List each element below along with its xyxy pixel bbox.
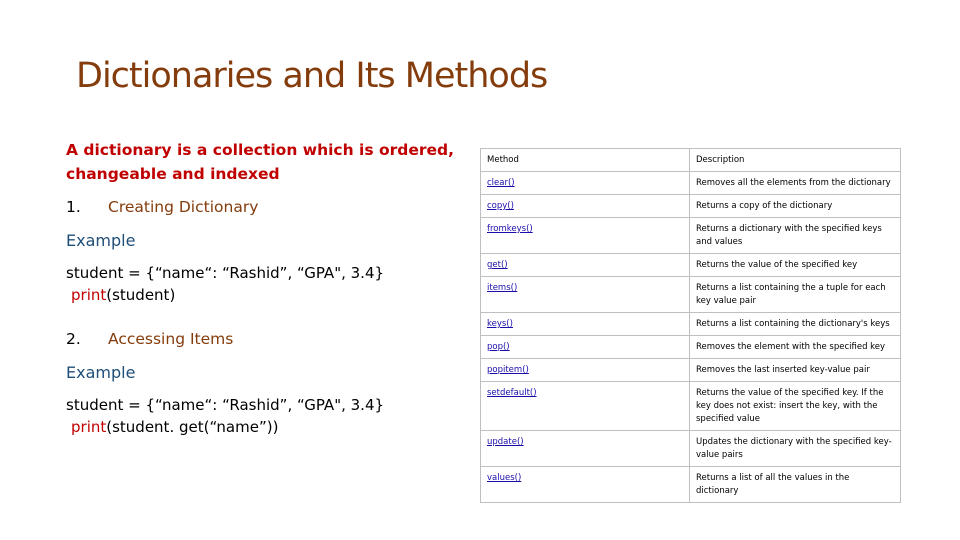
- method-link-popitem[interactable]: popitem(): [487, 365, 529, 375]
- table-row: [481, 382, 901, 431]
- method-description: Returns a list containing the dictionary's keys: [690, 313, 901, 336]
- method-link-copy[interactable]: copy(): [487, 201, 514, 211]
- code-line: student = {“name“: “Rashid”, “GPA", 3.4}: [66, 264, 385, 282]
- code-line: [66, 284, 384, 306]
- table-row: [481, 218, 901, 254]
- table-header-row: [481, 149, 901, 172]
- table-row: [481, 431, 901, 467]
- section-heading-text: Accessing Items: [108, 330, 234, 348]
- method-link-clear[interactable]: clear(): [487, 178, 515, 188]
- column-header-description: Description: [690, 149, 901, 172]
- method-link-fromkeys[interactable]: fromkeys(): [487, 224, 533, 234]
- method-description: Returns a dictionary with the specified keys and values: [690, 218, 901, 254]
- method-description: Returns a copy of the dictionary: [690, 195, 901, 218]
- table-row: [481, 172, 901, 195]
- code-function-name: print: [71, 418, 107, 436]
- code-example-creating: [66, 262, 384, 306]
- code-line: student = {“name“: “Rashid”, “GPA", 3.4}: [66, 396, 385, 414]
- example-label: Example: [66, 363, 136, 382]
- method-link-get[interactable]: get(): [487, 260, 508, 270]
- section-number: 2.: [66, 330, 81, 348]
- table-row: [481, 359, 901, 382]
- method-description: Returns a list containing the a tuple for each key value pair: [690, 277, 901, 313]
- column-header-method: Method: [481, 149, 690, 172]
- method-link-values[interactable]: values(): [487, 473, 522, 483]
- section-heading-text: Creating Dictionary: [108, 198, 259, 216]
- method-description: Removes the element with the specified key: [690, 336, 901, 359]
- code-function-name: print: [71, 286, 107, 304]
- method-description: Removes all the elements from the dictionary: [690, 172, 901, 195]
- example-label: Example: [66, 231, 136, 250]
- table-row: [481, 195, 901, 218]
- method-link-update[interactable]: update(): [487, 437, 524, 447]
- section-number: 1.: [66, 198, 81, 216]
- method-description: Updates the dictionary with the specified key-value pairs: [690, 431, 901, 467]
- table-row: [481, 254, 901, 277]
- method-link-keys[interactable]: keys(): [487, 319, 513, 329]
- method-link-setdefault[interactable]: setdefault(): [487, 388, 537, 398]
- section-heading-creating: [66, 198, 258, 216]
- code-arguments: (student. get(“name”)): [106, 418, 279, 436]
- slide-title: Dictionaries and Its Methods: [76, 56, 548, 96]
- method-description: Removes the last inserted key-value pair: [690, 359, 901, 382]
- method-description: Returns the value of the specified key: [690, 254, 901, 277]
- table-row: [481, 277, 901, 313]
- intro-text: A dictionary is a collection which is ordered, changeable and indexed: [66, 141, 455, 183]
- table-row: [481, 313, 901, 336]
- methods-table: [480, 148, 901, 503]
- section-heading-accessing: [66, 330, 233, 348]
- code-example-accessing: [66, 394, 384, 438]
- table-row: [481, 467, 901, 503]
- code-arguments: (student): [106, 286, 176, 304]
- method-link-pop[interactable]: pop(): [487, 342, 510, 352]
- method-description: Returns a list of all the values in the dictionary: [690, 467, 901, 503]
- method-description: Returns the value of the specified key. If the key does not exist: insert the key, with the specified value: [690, 382, 901, 431]
- code-line: [66, 416, 384, 438]
- method-link-items[interactable]: items(): [487, 283, 518, 293]
- intro-block: [66, 138, 466, 186]
- table-row: [481, 336, 901, 359]
